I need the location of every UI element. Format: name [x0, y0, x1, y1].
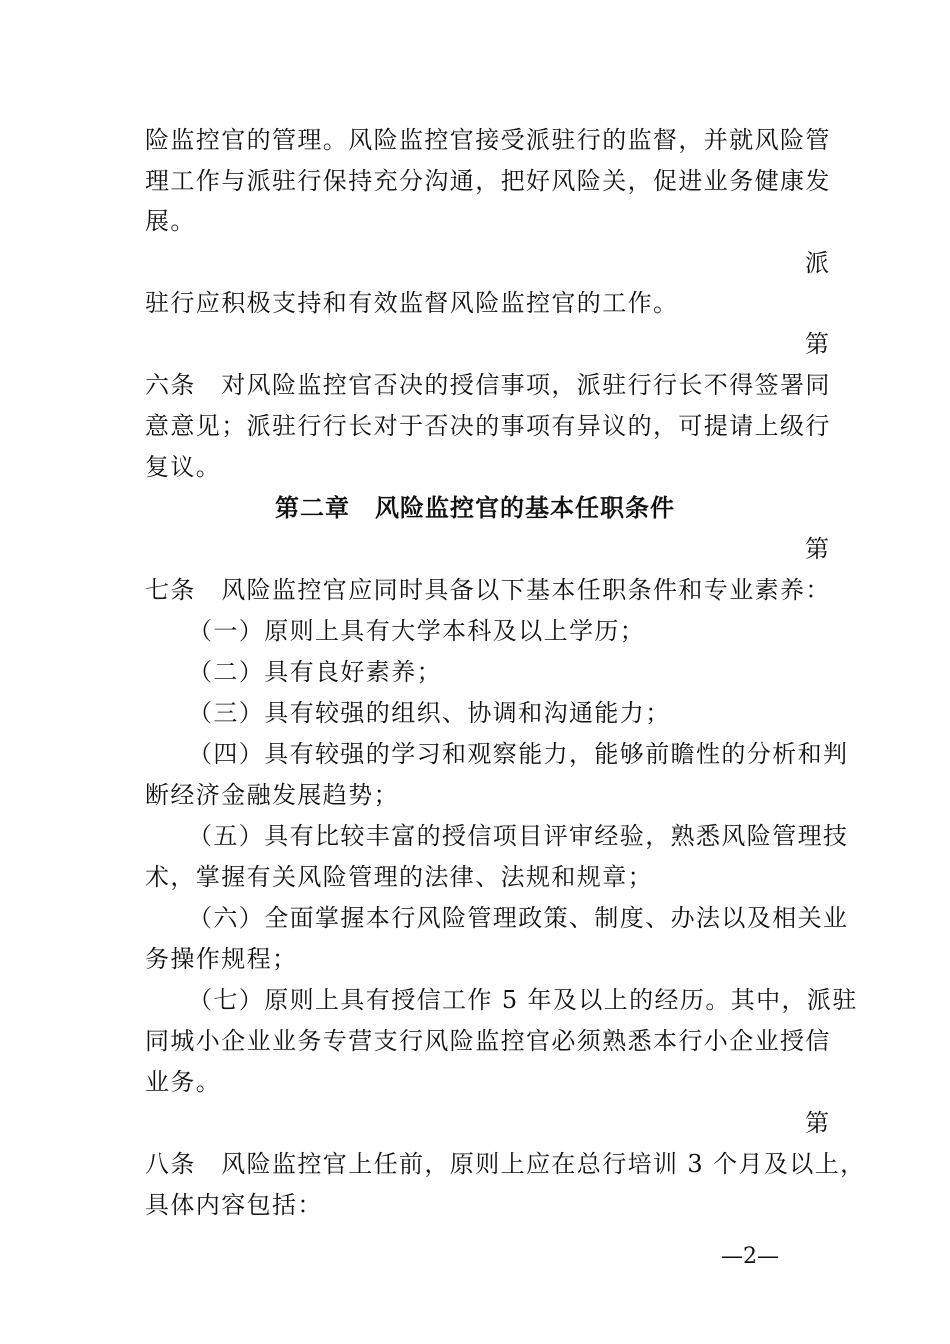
list-item: （五）具有比较丰富的授信项目评审经验，熟悉风险管理技	[188, 822, 849, 850]
body-line: 意意见；派驻行行长对于否决的事项有异议的，可提请上级行	[145, 412, 831, 440]
list-item-continuation: 业务。	[145, 1068, 222, 1096]
article-7-line: 七条 风险监控官应同时具备以下基本任职条件和专业素养：	[145, 576, 831, 604]
article-6-line: 六条 对风险监控官否决的授信事项，派驻行行长不得签署同	[145, 371, 831, 399]
body-line: 派	[805, 249, 831, 277]
body-line: 险监控官的管理。风险监控官接受派驻行的监督，并就风险管	[145, 126, 831, 154]
list-item: （一）原则上具有大学本科及以上学历；	[188, 617, 646, 645]
article-8-line: 八条 风险监控官上任前，原则上应在总行培训 3 个月及以上，	[145, 1150, 866, 1178]
body-line: 展。	[145, 207, 196, 235]
chapter-heading: 第二章 风险监控官的基本任职条件	[275, 494, 675, 522]
body-line: 驻行应积极支持和有效监督风险监控官的工作。	[145, 289, 679, 317]
list-item-continuation: 术，掌握有关风险管理的法律、法规和规章；	[145, 863, 653, 891]
list-item: （七）原则上具有授信工作 5 年及以上的经历。其中，派驻	[188, 986, 858, 1014]
body-line: 第	[805, 1109, 831, 1137]
list-item: （四）具有较强的学习和观察能力，能够前瞻性的分析和判	[188, 740, 849, 768]
body-line: 复议。	[145, 453, 222, 481]
body-line: 具体内容包括：	[145, 1191, 323, 1219]
list-item: （六）全面掌握本行风险管理政策、制度、办法以及相关业	[188, 904, 849, 932]
body-line: 第	[805, 330, 831, 358]
list-item-continuation: 断经济金融发展趋势；	[145, 781, 399, 809]
body-line: 第	[805, 535, 831, 563]
body-line: 理工作与派驻行保持充分沟通，把好风险关，促进业务健康发	[145, 167, 831, 195]
list-item-continuation: 务操作规程；	[145, 945, 298, 973]
list-item: （二）具有良好素养；	[188, 658, 442, 686]
list-item: （三）具有较强的组织、协调和沟通能力；	[188, 699, 671, 727]
page-number: —2—	[721, 1244, 779, 1269]
list-item-continuation: 同城小企业业务专营支行风险监控官必须熟悉本行小企业授信	[145, 1027, 831, 1055]
